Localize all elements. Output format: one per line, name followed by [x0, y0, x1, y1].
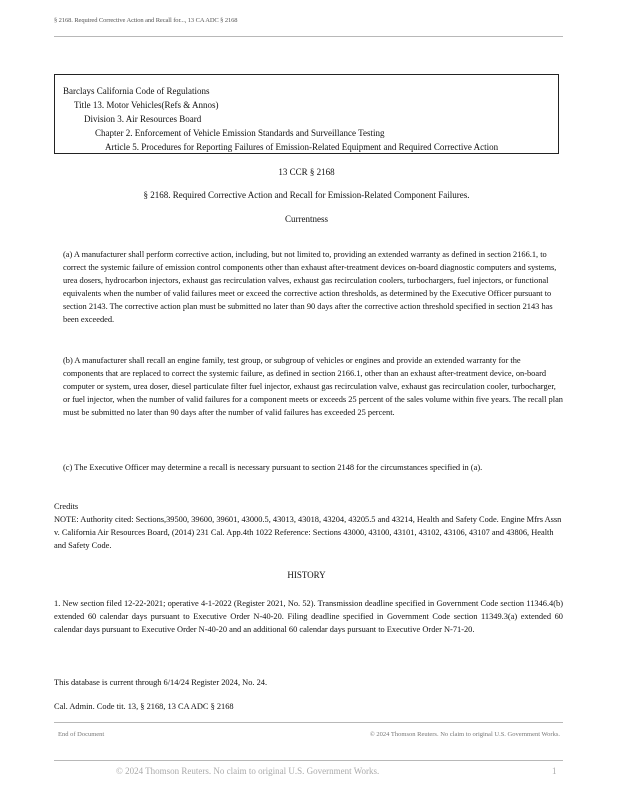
footer-divider — [54, 760, 563, 761]
credits-label: Credits — [54, 502, 79, 511]
section-heading: § 2168. Required Corrective Action and Recall for Emission-Related Component Failures. — [143, 190, 470, 200]
paragraph-a: (a) A manufacturer shall perform corrective action, including, but not limited to, providing an extended warranty as defined in section 2166.1, to correct the systemic failure of emission control components other than exhaust after-treatment devices on-board diagnostic computers and systems, urea dosers, hydrocarbon injectors, exhaust gas recirculation valves, exhaust gas recirculation coolers, turbochargers, fuel injectors, or functional equivalents when the number of valid failures meet or exceed the corrective action thresholds, as determined by the Executive Officer pursuant to section 2143. The corrective action plan must be submitted no later than 90 days after the corrective action threshold specified in section 2143 has been exceeded. — [63, 250, 557, 324]
history-heading: HISTORY — [287, 570, 326, 580]
hierarchy-source: Barclays California Code of Regulations — [63, 86, 210, 96]
credits-note: NOTE: Authority cited: Sections,39500, 39600, 39601, 43000.5, 43013, 43018, 43204, 43205.5 and 43214, Health and Safety Code. Engine Mfrs Assn v. California Air Resources Board, (2014) 231 Cal. App.4th 1022 Reference: Sections 43000, 43100, 43101, 43102, 43106, 43107 and 43806, Health and Safety Code. — [54, 515, 562, 550]
hierarchy-box — [54, 74, 559, 154]
end-of-document: End of Document — [58, 731, 105, 738]
hierarchy-title: Title 13. Motor Vehicles(Refs & Annos) — [74, 100, 219, 110]
page-footer-copyright: © 2024 Thomson Reuters. No claim to original U.S. Government Works. — [116, 766, 380, 776]
database-current: This database is current through 6/14/24 Register 2024, No. 24. — [54, 678, 268, 687]
running-header: § 2168. Required Corrective Action and Recall for..., 13 CA ADC § 2168 — [54, 17, 238, 24]
hierarchy-division: Division 3. Air Resources Board — [84, 114, 202, 124]
paragraph-b: (b) A manufacturer shall recall an engine family, test group, or subgroup of vehicles or engines and provide an extended warranty for the components that are replaced to correct the systemic failure, as defined in section 2166.1, other than an exhaust after-treatment device, on-board computer or system, urea doser, diesel particulate filter fuel injector, exhaust gas recirculation valve, exhaust gas recirculation cooler, turbocharger, or fuel injector, when the number of valid failures for a component meets or exceeds 25 percent of the sales volume within five years. The recall plan must be submitted no later than 90 days after the number of valid failures has exceeded 25 percent. — [63, 356, 563, 417]
header-divider — [54, 36, 563, 37]
hierarchy-article: Article 5. Procedures for Reporting Failures of Emission-Related Equipment and Required Corrective Action — [105, 142, 499, 152]
citation: 13 CCR § 2168 — [278, 167, 335, 177]
currentness: Currentness — [285, 214, 328, 224]
paragraph-c: (c) The Executive Officer may determine a recall is necessary pursuant to section 2148 for the circumstances specified in (a). — [63, 463, 483, 472]
page-number: 1 — [552, 766, 557, 776]
cite-as: Cal. Admin. Code tit. 13, § 2168, 13 CA ADC § 2168 — [54, 702, 234, 711]
history-entry: 1. New section filed 12-22-2021; operative 4-1-2022 (Register 2021, No. 52). Transmission deadline specified in Government Code section 11346.4(b) extended 60 calendar days pursuant to Executive Order N-40-20. Filing deadline specified in Government Code section 11349.3(a) extended 60 calendar days pursuant to Executive Order N-40-20 and an additional 60 calendar days pursuant to Executive Order N-71-20. — [54, 599, 563, 634]
hierarchy-chapter: Chapter 2. Enforcement of Vehicle Emission Standards and Surveillance Testing — [95, 128, 385, 138]
copyright-notice: © 2024 Thomson Reuters. No claim to original U.S. Government Works. — [369, 731, 560, 738]
end-divider — [54, 722, 563, 723]
